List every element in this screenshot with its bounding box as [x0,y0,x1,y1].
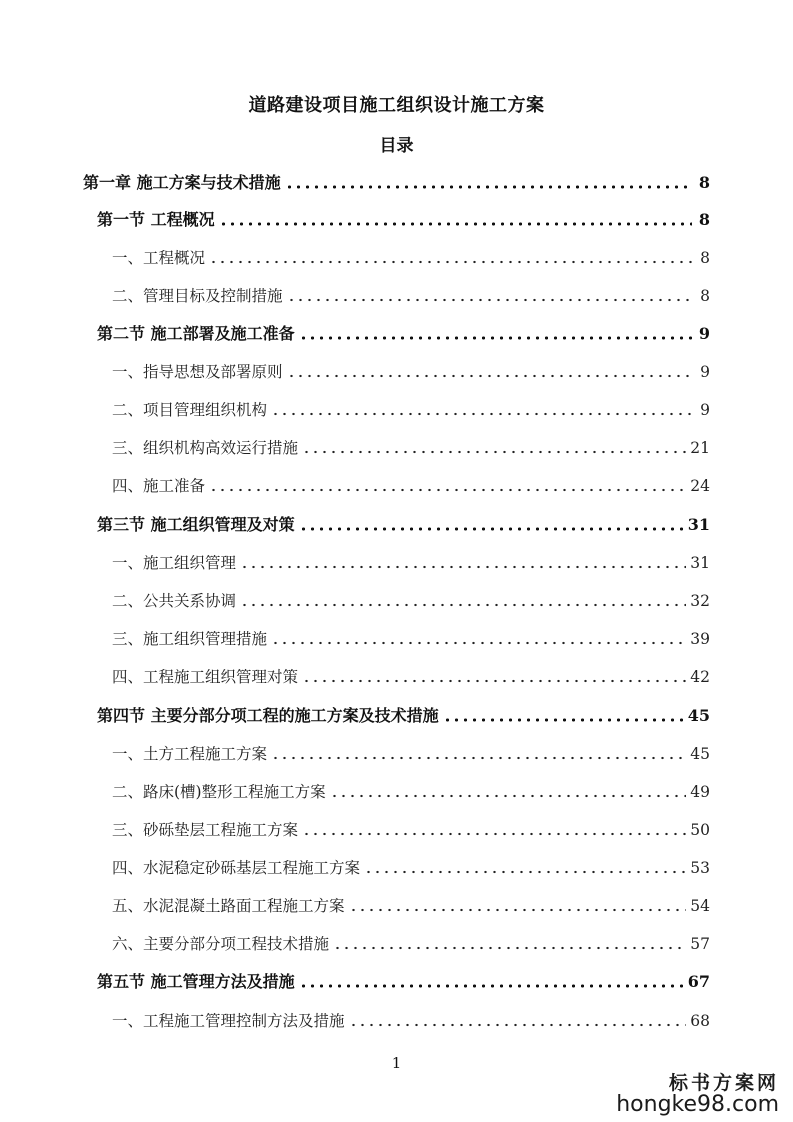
toc-entry-label: 第三节 施工组织管理及对策 [97,515,295,534]
toc-entry-section[interactable] [97,509,710,535]
toc-entry-label: 二、项目管理组织机构 [112,401,268,419]
watermark-title: 标书方案网 [668,1072,779,1094]
toc-entry-item[interactable] [112,242,710,268]
toc-entry-page: 24 [690,477,710,495]
toc-entry-label: 三、砂砾垫层工程施工方案 [112,821,299,839]
toc-entry-item[interactable] [112,890,710,916]
toc-entry-section[interactable] [97,700,710,726]
toc-entry-page: 9 [700,363,710,381]
dot-leader [302,824,686,836]
toc-entry-page: 31 [687,515,710,534]
toc-entry-item[interactable] [112,547,710,573]
toc-entry-label: 二、路床(槽)整形工程施工方案 [112,783,326,801]
dot-leader [299,976,684,988]
toc-entry-label: 四、水泥稳定砂砾基层工程施工方案 [112,859,361,877]
dot-leader [271,404,692,416]
toc-entry-page: 21 [690,439,710,457]
toc-entry-label: 三、施工组织管理措施 [112,630,268,648]
toc-entry-label: 二、公共关系协调 [112,592,237,610]
toc-entry-item[interactable] [112,394,710,420]
toc-entry-page: 32 [690,592,710,610]
dot-leader [333,938,686,950]
toc-entry-page: 54 [690,897,710,915]
toc-entry-item[interactable] [112,814,710,840]
dot-leader [271,748,686,760]
toc-entry-page: 57 [690,935,710,953]
toc-entry-label: 一、工程概况 [112,249,206,267]
toc-entry-item[interactable] [112,852,710,878]
toc-entry-page: 45 [687,706,710,725]
toc-heading: 目录 [379,136,414,156]
dot-leader [302,671,686,683]
toc-entry-item[interactable] [112,1005,710,1031]
toc-entry-item[interactable] [112,623,710,649]
toc-entry-page: 8 [700,287,710,305]
dot-leader [287,290,692,302]
dot-leader [219,214,692,226]
toc-entry-item[interactable] [112,928,710,954]
toc-entry-item[interactable] [112,470,710,496]
dot-leader [330,786,687,798]
dot-leader [349,900,687,912]
dot-leader [240,595,686,607]
toc-entry-page: 53 [690,859,710,877]
toc-entry-item[interactable] [112,356,710,382]
toc-entry-page: 50 [690,821,710,839]
dot-leader [209,480,686,492]
toc-entry-item[interactable] [112,280,710,306]
toc-entry-label: 一、指导思想及部署原则 [112,363,283,381]
toc-entry-section[interactable] [97,966,710,992]
toc-entry-label: 第五节 施工管理方法及措施 [97,972,295,991]
dot-leader [271,633,686,645]
toc-entry-item[interactable] [112,776,710,802]
toc-entry-item[interactable] [112,738,710,764]
toc-entry-page: 68 [690,1012,710,1030]
toc-entry-page: 39 [690,630,710,648]
dot-leader [240,557,686,569]
toc-entry-label: 四、工程施工组织管理对策 [112,668,299,686]
toc-entry-page: 9 [698,324,710,343]
toc-entry-label: 四、施工准备 [112,477,206,495]
toc-entry-label: 一、土方工程施工方案 [112,745,268,763]
page-number: 1 [391,1054,402,1072]
toc-entry-page: 31 [690,554,710,572]
toc-entry-item[interactable] [112,661,710,687]
toc-entry-chapter[interactable] [83,167,710,193]
toc-entry-label: 第一节 工程概况 [97,210,215,229]
toc-entry-page: 67 [687,972,710,991]
dot-leader [302,442,686,454]
toc-entry-label: 第一章 施工方案与技术措施 [83,173,281,192]
toc-entry-label: 一、施工组织管理 [112,554,237,572]
toc-entry-label: 第四节 主要分部分项工程的施工方案及技术措施 [97,706,439,725]
dot-leader [443,710,684,722]
watermark-url: hongke98.com [616,1092,779,1117]
toc-entry-label: 六、主要分部分项工程技术措施 [112,935,330,953]
dot-leader [209,252,692,264]
toc-entry-section[interactable] [97,318,710,344]
toc-entry-label: 二、管理目标及控制措施 [112,287,283,305]
toc-entry-page: 9 [700,401,710,419]
dot-leader [364,862,686,874]
document-title: 道路建设项目施工组织设计施工方案 [248,95,545,116]
dot-leader [287,366,692,378]
toc-entry-label: 三、组织机构高效运行措施 [112,439,299,457]
toc-entry-item[interactable] [112,432,710,458]
dot-leader [299,519,684,531]
toc-entry-label: 五、水泥混凝土路面工程施工方案 [112,897,345,915]
dot-leader [299,328,692,340]
toc-entry-section[interactable] [97,204,710,230]
toc-entry-item[interactable] [112,585,710,611]
toc-entry-page: 49 [690,783,710,801]
toc-entry-page: 8 [698,210,710,229]
toc-entry-page: 42 [690,668,710,686]
toc-entry-page: 8 [700,249,710,267]
toc-entry-label: 第二节 施工部署及施工准备 [97,324,295,343]
dot-leader [349,1015,687,1027]
dot-leader [285,177,692,189]
toc-entry-label: 一、工程施工管理控制方法及措施 [112,1012,345,1030]
toc-entry-page: 45 [690,745,710,763]
toc-entry-page: 8 [698,173,710,192]
